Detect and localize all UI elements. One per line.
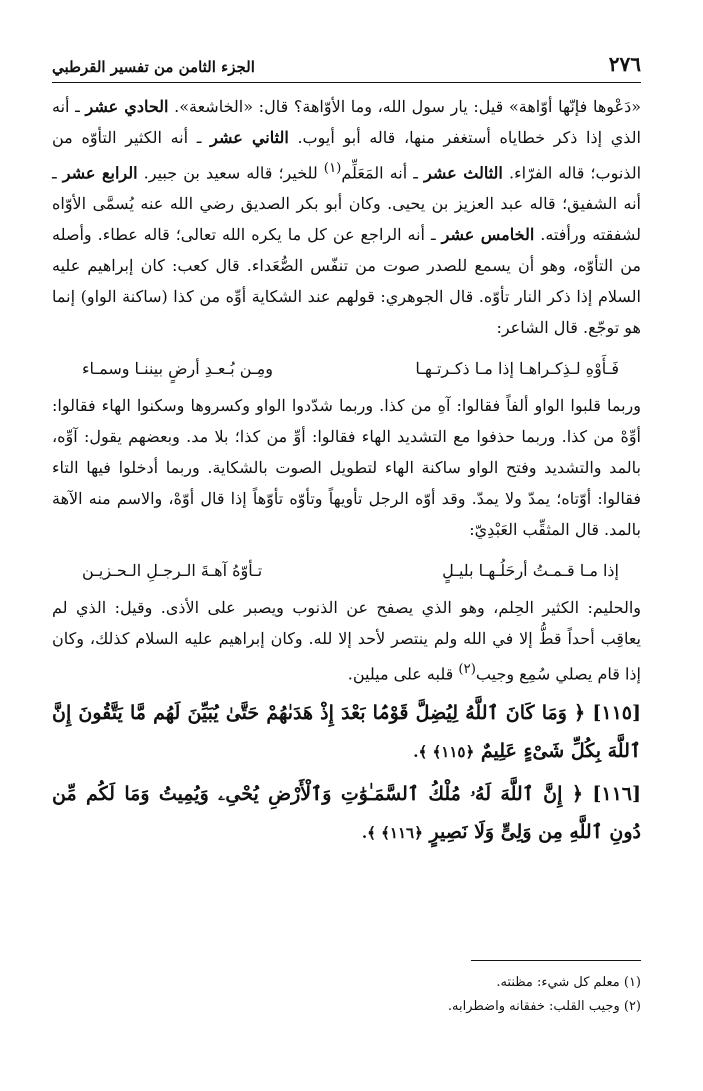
footnote-ref-1[interactable]: (١) <box>323 161 342 176</box>
heading-fifteenth: الخامس عشر <box>441 225 535 245</box>
footnote-ref-2[interactable]: (٢) <box>458 662 476 678</box>
paragraph-definitions <box>52 91 641 343</box>
verse-hemistich-right: إذا مـا قـمـتُ أرحَلُـهـا بليـلٍ <box>442 561 619 581</box>
text-run: ـ أنه الكثير التأوّه من الذنوب؛ قاله الفرّاء. <box>52 128 642 183</box>
text-run: للخير؛ قاله سعيد بن جبير. <box>137 163 324 183</box>
text-run: والحليم: الكثير الحِلم، وهو الذي يصفح عن الذنوب ويصبر على الأذى. وقيل: الذي لم يعاقِب أحداً قطُّ إلا في الله ولم ينتصر لأحد إلا لله. وكان إبراهيم عليه السلام كذلك، وكان إذا قام يصلي سُمِع وجيب <box>52 598 642 684</box>
text-run: ـ أنه الذي إذا ذكر خطاياه أستغفر منها، قاله أبو أيوب. <box>52 97 641 147</box>
verse-hemistich-left: تـأوّهُ آهـةَ الـرجـلِ الـحـزيـن <box>82 561 263 581</box>
footnotes-section <box>52 960 641 1019</box>
text-run: ـ أنه الراجع عن كل ما يكره الله تعالى؛ قاله عطاء. وأصله من التأوّه، وهو أن يسمع للصدر صوت من تنفّس الصُّعَداء. قال كعب: كان إبراهيم عليه السلام إذا ذكر النار تأوّه. قال الجوهري: قولهم عند الشكاية أوِّه من كذا (ساكنة الواو) إنما هو توجّع. قال الشاعر: <box>52 225 641 338</box>
heading-twelfth: الثاني عشر <box>210 128 289 147</box>
text-run: قلبه على ميلين. <box>347 664 459 684</box>
commentary-body <box>52 91 641 852</box>
ayah-number: [١١٦] <box>592 782 641 805</box>
footnote-divider <box>471 960 641 961</box>
page-number: ٢٧٦ <box>608 52 641 76</box>
verse-hemistich-right: فَـأَوْهِ لـذِكـراهـا إذا مـا ذكـرتـهـا <box>415 359 619 379</box>
text-run: «دَعْوها فإنّها أوّاهة» قيل: يار سول الله، وما الأوّاهة؟ قال: «الخاشعة». <box>168 97 641 116</box>
text-run: ـ أنه الشفيق؛ قاله عبد العزيز بن يحيى. وكان أبو بكر الصديق رضي الله عنه يُسمَّى الأوّاه لشفقته ورأفته. <box>52 163 642 245</box>
ayah-text: ﴿ إِنَّ ٱللَّهَ لَهُۥ مُلْكُ ٱلسَّمَـٰوَٰتِ وَٱلْأَرْضِ يُحْىِۦ وَيُمِيتُ وَمَا لَكُم مِّن دُونِ ٱللَّهِ مِن وَلِىٍّ وَلَا نَصِيرٍ <box>52 782 641 843</box>
ayah-end-marker: ﴿١١٥﴾ ﴾. <box>413 742 475 761</box>
heading-thirteenth: الثالث عشر <box>424 163 503 183</box>
heading-eleventh: الحادي عشر <box>85 97 169 116</box>
poetry-verse-1 <box>52 343 641 390</box>
paragraph-halim <box>52 592 641 689</box>
text-run: ـ أنه المَعَلِّم <box>341 163 425 183</box>
running-header <box>52 52 641 83</box>
ayah-number: [١١٥] <box>592 701 641 724</box>
quran-ayah-115 <box>52 694 641 771</box>
footnote-2: (٢) وجيب القلب: خفقانه واضطرابه. <box>447 999 641 1014</box>
footnote-1: (١) معلم كل شيء: مظنته. <box>496 975 641 990</box>
poetry-verse-2 <box>52 545 641 592</box>
ayah-end-marker: ﴿١١٦﴾ ﴾. <box>361 823 423 842</box>
quran-ayah-116 <box>52 775 641 852</box>
ayah-text: ﴿ وَمَا كَانَ ٱللَّهُ لِيُضِلَّ قَوْمَۢا بَعْدَ إِذْ هَدَىٰهُمْ حَتَّىٰ يُبَيِّنَ لَهُم مَّا يَتَّقُونَ إِنَّ ٱللَّهَ بِكُلِّ شَىْءٍ عَلِيمٌ <box>52 701 641 762</box>
paragraph-linguistics: وربما قلبوا الواو ألفاً فقالوا: آهِ من كذا. وربما شدّدوا الواو وكسروها وسكنوا الهاء فقالوا: أوِّهْ من كذا. وربما حذفوا مع التشديد الهاء فقالوا: أوِّ من كذا؛ بلا مد. وبعضهم يقول: آوِّه، بالمد والتشديد وفتح الواو ساكنة الهاء لتطويل الصوت بالشكاية. وربما أدخلوا فيها التاء فقالوا: أوّتاه؛ يمدّ ولا يمدّ. وقد أوّه الرجل تأويهاً وتأوّه تأوّهاً إذا قال أوّهْ، والاسم منه الآهة بالمد. قال المثقِّب العَبْدِيّ: <box>52 396 641 540</box>
running-title: الجزء الثامن من تفسير القرطبي <box>52 58 255 76</box>
heading-fourteenth: الرابع عشر <box>62 163 138 183</box>
verse-hemistich-left: ومِـن بُـعـدِ أرضٍ بيننـا وسمـاء <box>82 359 273 379</box>
